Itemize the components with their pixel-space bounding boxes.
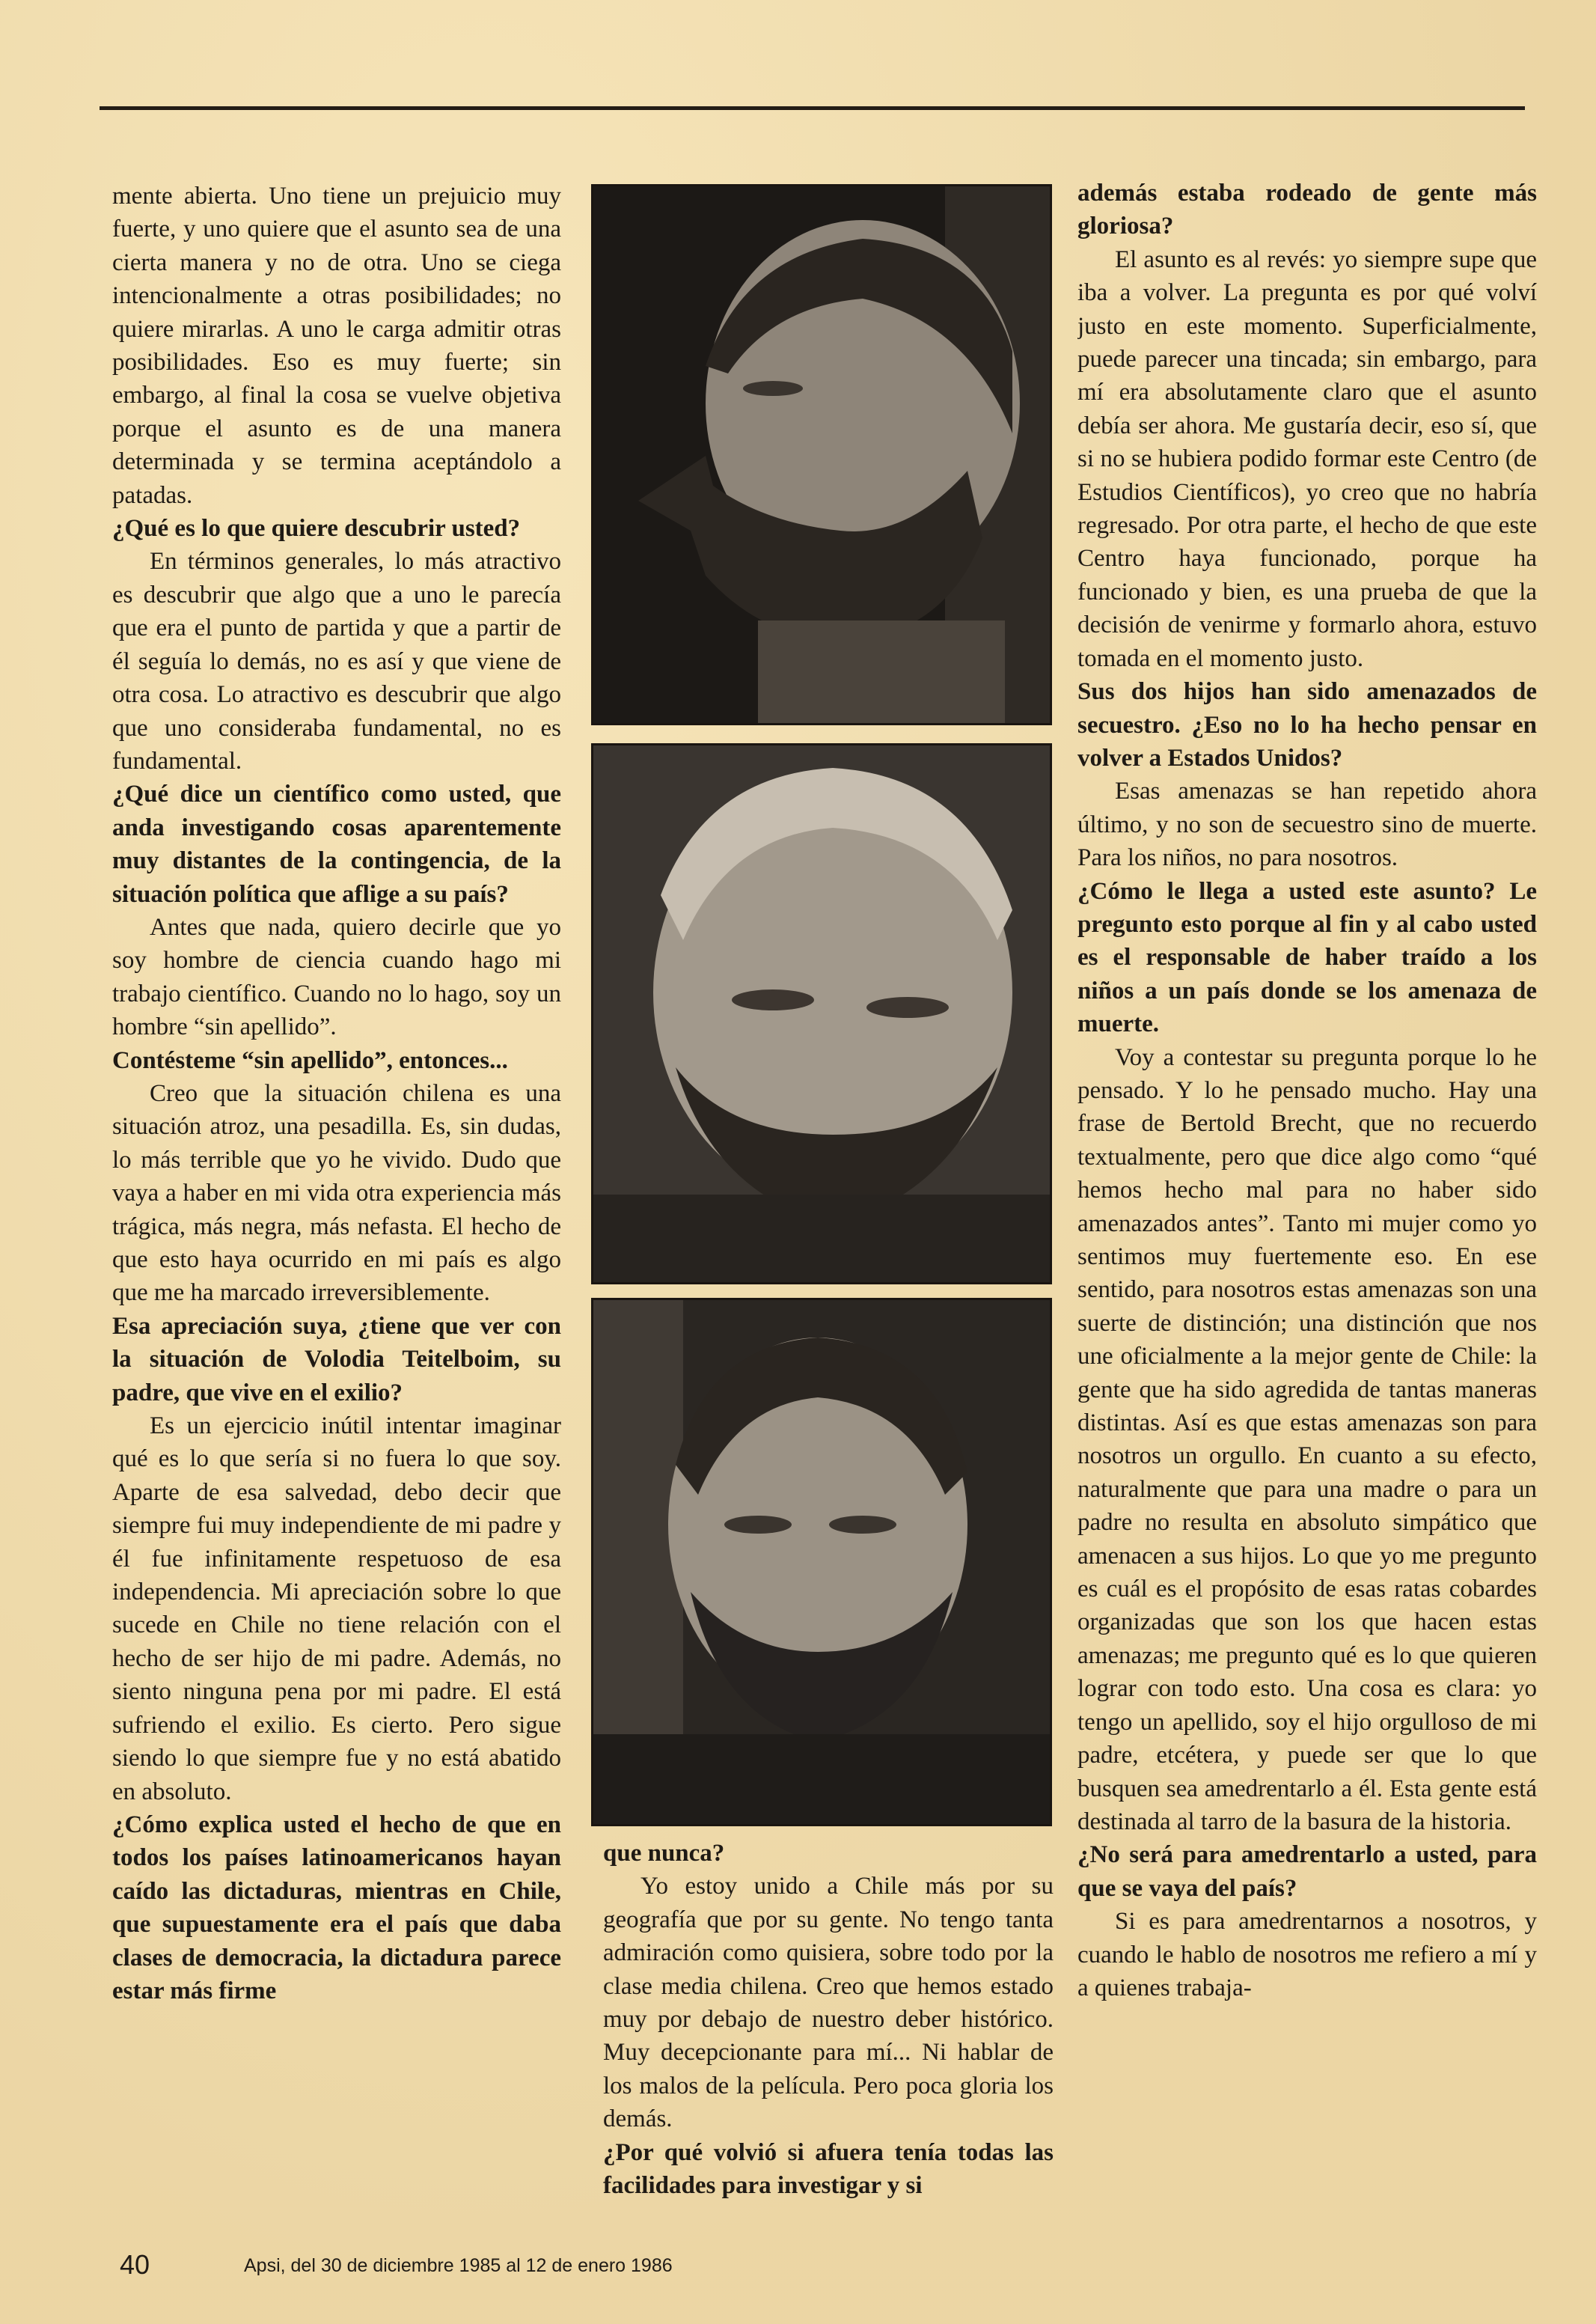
top-rule	[100, 106, 1525, 110]
interview-answer: Si es para amedrentarnos a nosotros, y cuando le hablo de nosotros me refiero a mí y a quienes trabaja-	[1077, 1908, 1537, 2001]
interview-question: ¿Cómo le llega a usted este asunto? Le pregunto esto porque al fin y al cabo usted es el responsable de haber traído a los niños a un país donde se los amenaza de muerte.	[1077, 877, 1537, 1038]
interview-question: ¿Qué dice un científico como usted, que anda investigando cosas aparentemente muy distantes de la contingencia, de la situación política que aflige a su país?	[112, 781, 561, 908]
interview-answer: En términos generales, lo más atractivo es descubrir que algo que a uno le parecía que era el punto de partida y que a partir de él seguía lo demás, no es así y que viene de otra cosa. Lo atractivo es descubrir que algo que uno consideraba fundamental, no es fundamental.	[112, 548, 561, 775]
interview-question: que nunca?	[603, 1840, 725, 1867]
interview-question: ¿Qué es lo que quiere descubrir usted?	[112, 515, 521, 543]
issue-line: Apsi, del 30 de diciembre 1985 al 12 de enero 1986	[244, 2255, 673, 2276]
portrait-photo-3	[591, 1298, 1052, 1826]
interview-answer: mente abierta. Uno tiene un prejuicio muy fuerte, y uno quiere que el asunto sea de una cierta manera y no de otra. Uno se ciega intencionalmente a otras posibilidades; no quiere mirarlas. A uno le carga admitir otras posibilidades. Eso es muy fuerte; sin embargo, al final la cosa se vuelve objetiva porque el asunto es de una manera determinada y se termina aceptándolo a patadas.	[112, 183, 561, 509]
interview-question: ¿Cómo explica usted el hecho de que en todos los países latinoamericanos hayan caído las dictaduras, mientras en Chile, que supuestamente era el país que daba clases de democracia, la dictadura parece estar más firme	[112, 1811, 561, 2004]
interview-answer: Esas amenazas se han repetido ahora último, y no son de secuestro sino de muerte. Para los niños, no para nosotros.	[1077, 778, 1537, 872]
interview-question: Esa apreciación suya, ¿tiene que ver con la situación de Volodia Teitelboim, su padre, que vive en el exilio?	[112, 1312, 561, 1406]
column-right	[1077, 177, 1537, 2227]
interview-answer: Creo que la situación chilena es una situación atroz, una pesadilla. Es, sin dudas, lo más terrible que yo he vivido. Dudo que vaya a haber en mi vida otra experiencia más trágica, más negra, más nefasta. El hecho de que esto haya ocurrido en mi país es algo que me ha marcado irreversiblemente.	[112, 1079, 561, 1307]
portrait-photo-1	[591, 184, 1052, 725]
column-left	[112, 180, 561, 2215]
interview-question: ¿No será para amedrentarlo a usted, para que se vaya del país?	[1077, 1841, 1537, 1902]
portrait-photo-2	[591, 743, 1052, 1284]
interview-answer: Antes que nada, quiero decirle que yo soy hombre de ciencia cuando hago mi trabajo científico. Cuando no lo hago, soy un hombre “sin apellido”.	[112, 913, 561, 1041]
interview-answer: Yo estoy unido a Chile más por su geografía que por su gente. No tengo tanta admiración como quisiera, sobre todo por la clase media chilena. Creo que hemos estado muy por debajo de nuestro deber histórico. Muy decepcionante para mí... Ni hablar de los malos de la película. Pero poca gloria los demás.	[603, 1873, 1054, 2133]
interview-question: ¿Por qué volvió si afuera tenía todas las facilidades para investigar y si	[603, 2138, 1054, 2200]
interview-question: Sus dos hijos han sido amenazados de secuestro. ¿Eso no lo ha hecho pensar en volver a Estados Unidos?	[1077, 678, 1537, 772]
interview-answer: Voy a contestar su pregunta porque lo he pensado. Y lo he pensado mucho. Hay una frase de Bertold Brecht, que no recuerdo textualmente, pero que dice algo como “qué hemos hecho mal para no haber sido amenazados antes”. Tanto mi mujer como yo sentimos muy fuertemente eso. En ese sentido, para nosotros estas amenazas son una suerte de distinción; una distinción que nos une oficialmente a la mejor gente de Chile: la gente que ha sido agredida de tantas maneras distintas. Así es que estas amenazas son para nosotros un orgullo. En cuanto a su efecto, naturalmente que para una madre o para un padre no resulta en absoluto simpático que amenacen a sus hijos. Lo que yo me pregunto es cuál es el propósito de esas ratas cobardes organizadas que son los que hacen estas amenazas; me pregunto qué es lo que quieren lograr con todo esto. Una cosa es clara: yo tengo un apellido, soy el hijo orgulloso de mi padre, etcétera, y puede ser que lo que busquen sea amedrentarlo a él. Esta gente está destinada al tarro de la basura de la historia.	[1077, 1043, 1537, 1835]
page-number: 40	[120, 2249, 150, 2280]
column-middle	[603, 1837, 1054, 2226]
interview-answer: El asunto es al revés: yo siempre supe que iba a volver. La pregunta es por qué volví justo en este momento. Superficialmente, puede parecer una tincada; sin embargo, para mí era absolutamente claro que el asunto debía ser ahora. Me gustaría decir, eso sí, que si no se hubiera podido formar este Centro (de Estudios Científicos), yo creo que no habría regresado. Por otra parte, el hecho de que este Centro haya funcionado, porque ha funcionado y bien, es una prueba de que la decisión de venirme y formarlo ahora, estuvo tomada en el momento justo.	[1077, 245, 1537, 672]
interview-question: Contésteme “sin apellido”, entonces...	[112, 1046, 508, 1074]
interview-answer: Es un ejercicio inútil intentar imaginar qué es lo que sería si no fuera lo que soy. Aparte de esa salvedad, debo decir que siempre fui muy independiente de mi padre y él fue infinitamente respetuoso de esa independencia. Mi apreciación sobre lo que sucede en Chile no tiene relación con el hecho de ser hijo de mi padre. Además, no siento ninguna pena por mi padre. El está sufriendo el exilio. Es cierto. Pero sigue siendo lo que siempre fue y no está abatido en absoluto.	[112, 1412, 561, 1805]
interview-question: además estaba rodeado de gente más gloriosa?	[1077, 180, 1537, 240]
